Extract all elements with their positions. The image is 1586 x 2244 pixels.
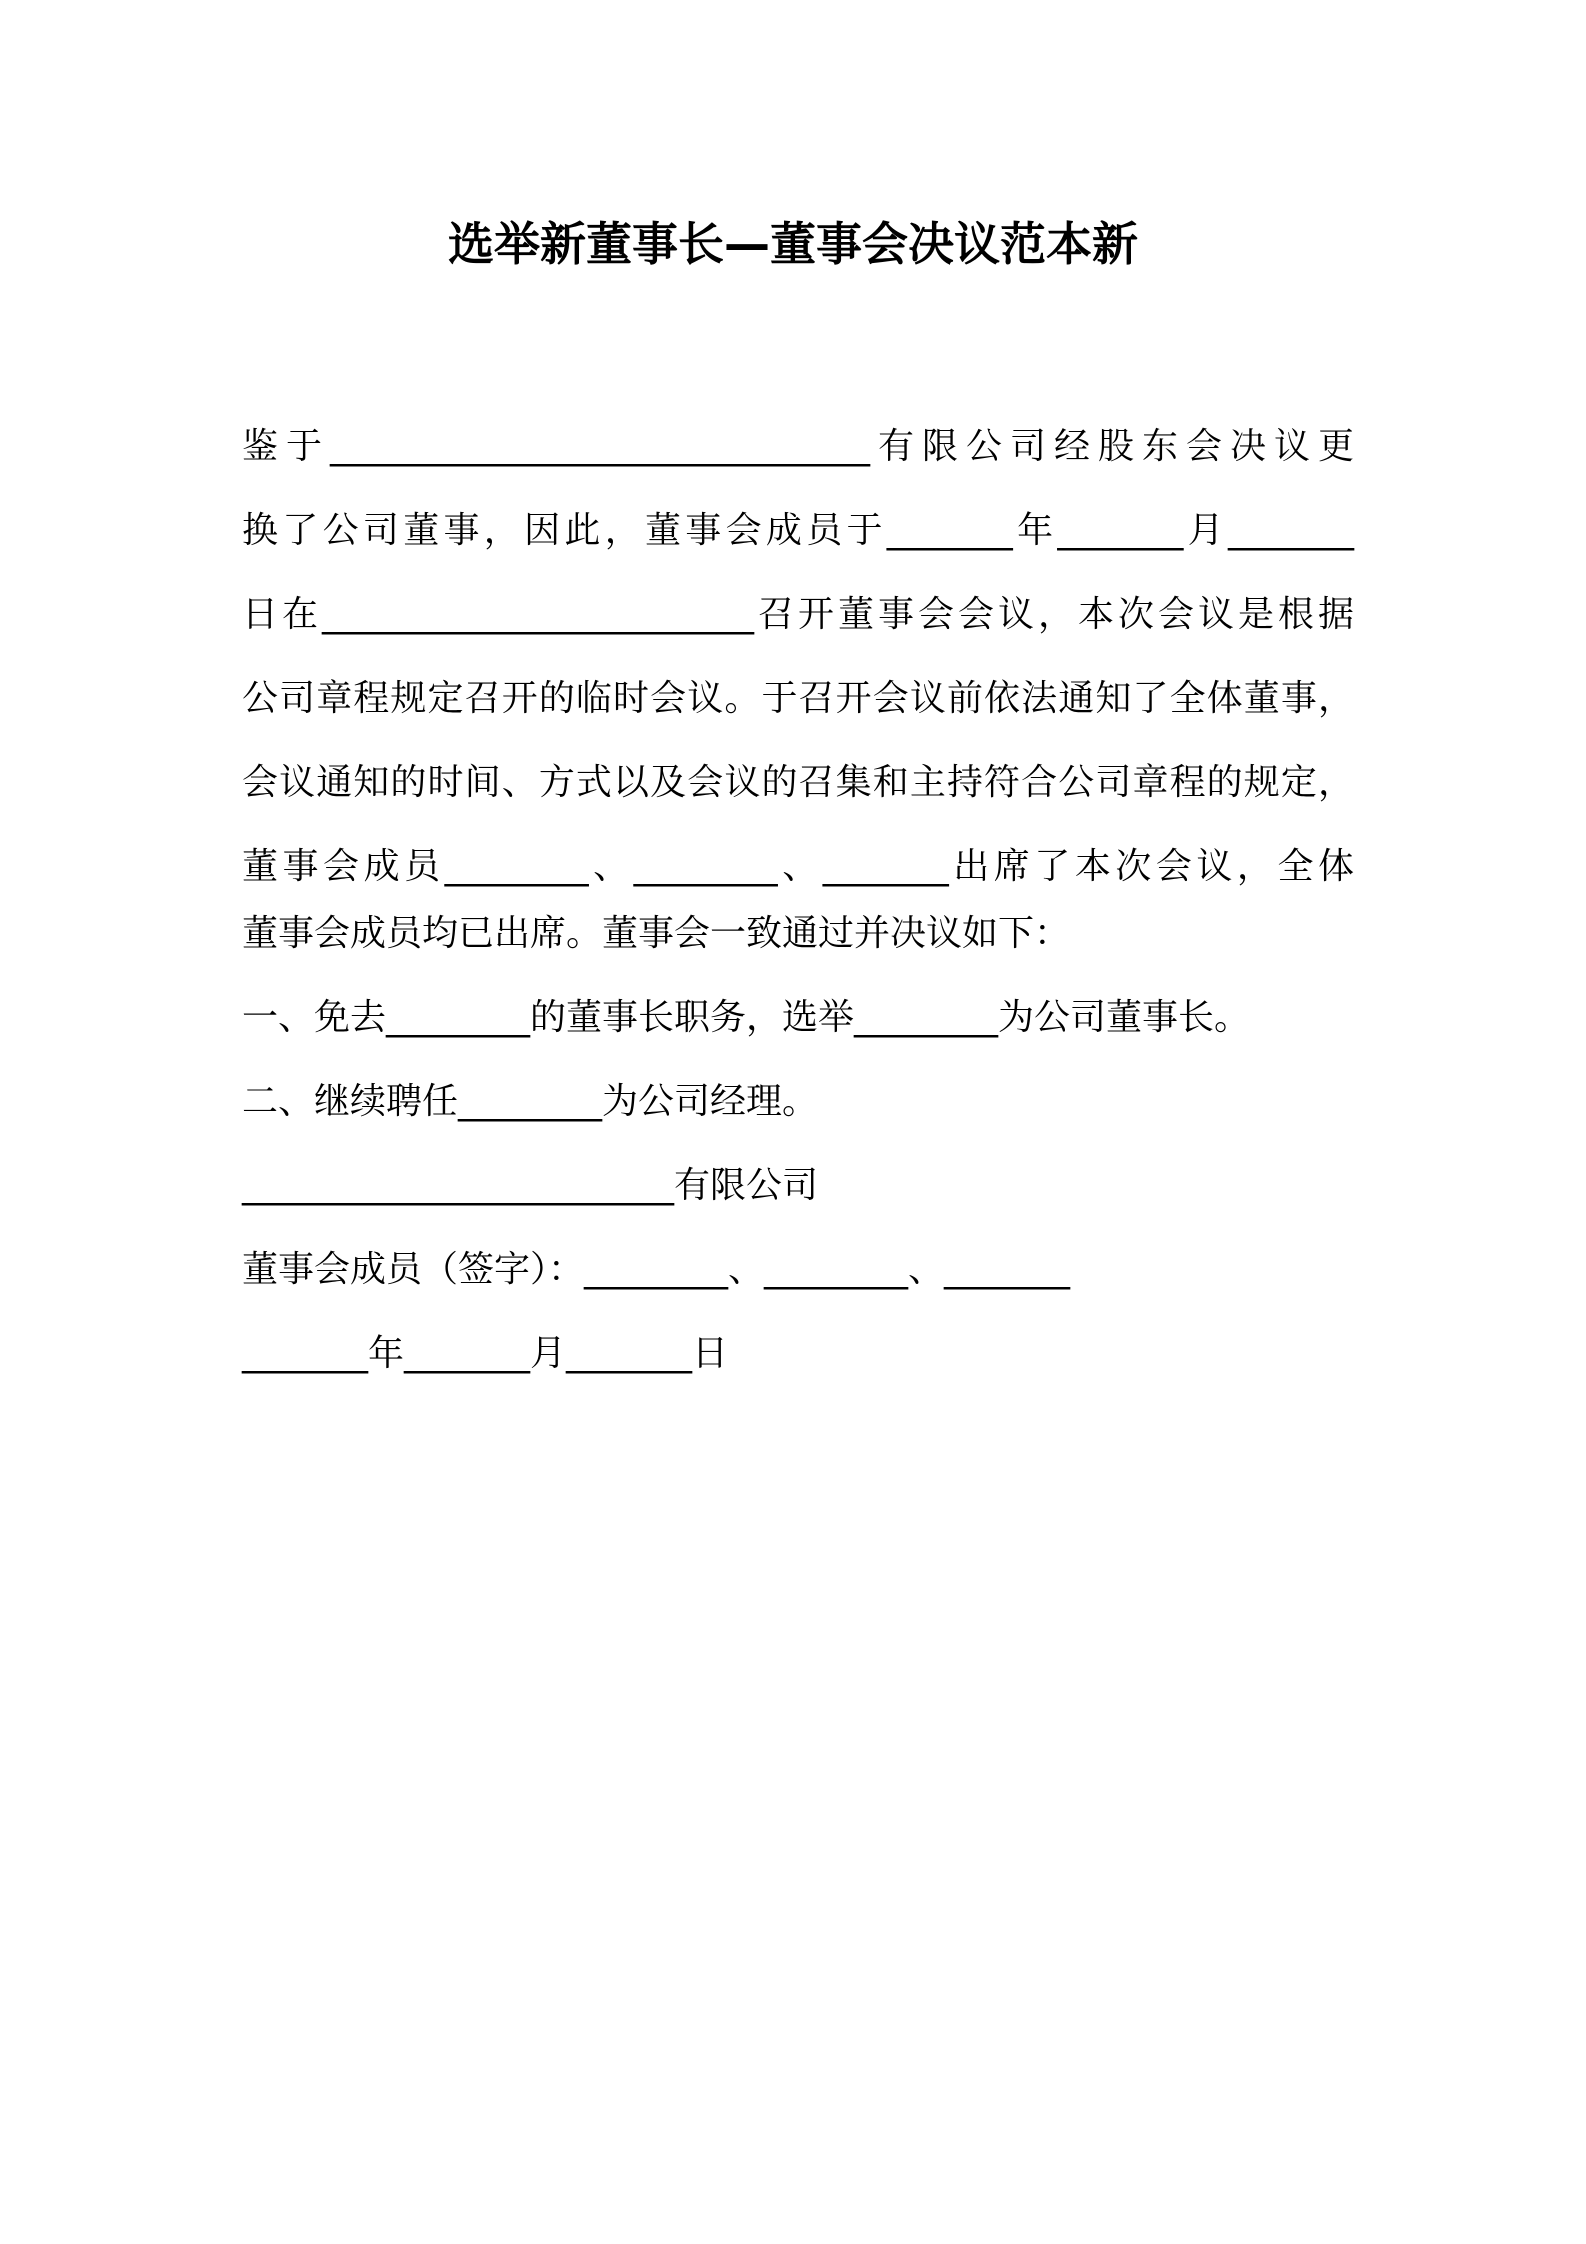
resolution-item-2: 二、继续聘任________为公司经理。 [242,1081,819,1122]
resolution-item-1: 一、免去________的董事长职务，选举________为公司董事长。 [242,997,1251,1038]
document-title: 选举新董事长—董事会决议范本新 [448,217,1138,271]
body-line-2: 换了公司董事，因此，董事会成员于_______年_______月_______ [242,510,1354,551]
body-line-3: 日在________________________召开董事会会议，本次会议是根据 [242,594,1354,635]
body-line-4: 公司章程规定召开的临时会议。于召开会议前依法通知了全体董事， [242,678,1354,719]
body-line-1: 鉴于______________________________有限公司经股东会决议更 [242,426,1354,467]
body-line-7: 董事会成员均已出席。董事会一致通过并决议如下： [242,913,1071,954]
company-signature-line: ________________________有限公司 [242,1165,819,1206]
body-line-5: 会议通知的时间、方式以及会议的召集和主持符合公司章程的规定， [242,762,1354,803]
board-members-signature-line: 董事会成员（签字）：________、________、_______ [242,1249,1071,1290]
date-line: _______年_______月_______日 [242,1333,728,1374]
body-line-6: 董事会成员________、________、_______出席了本次会议，全体 [242,846,1354,887]
